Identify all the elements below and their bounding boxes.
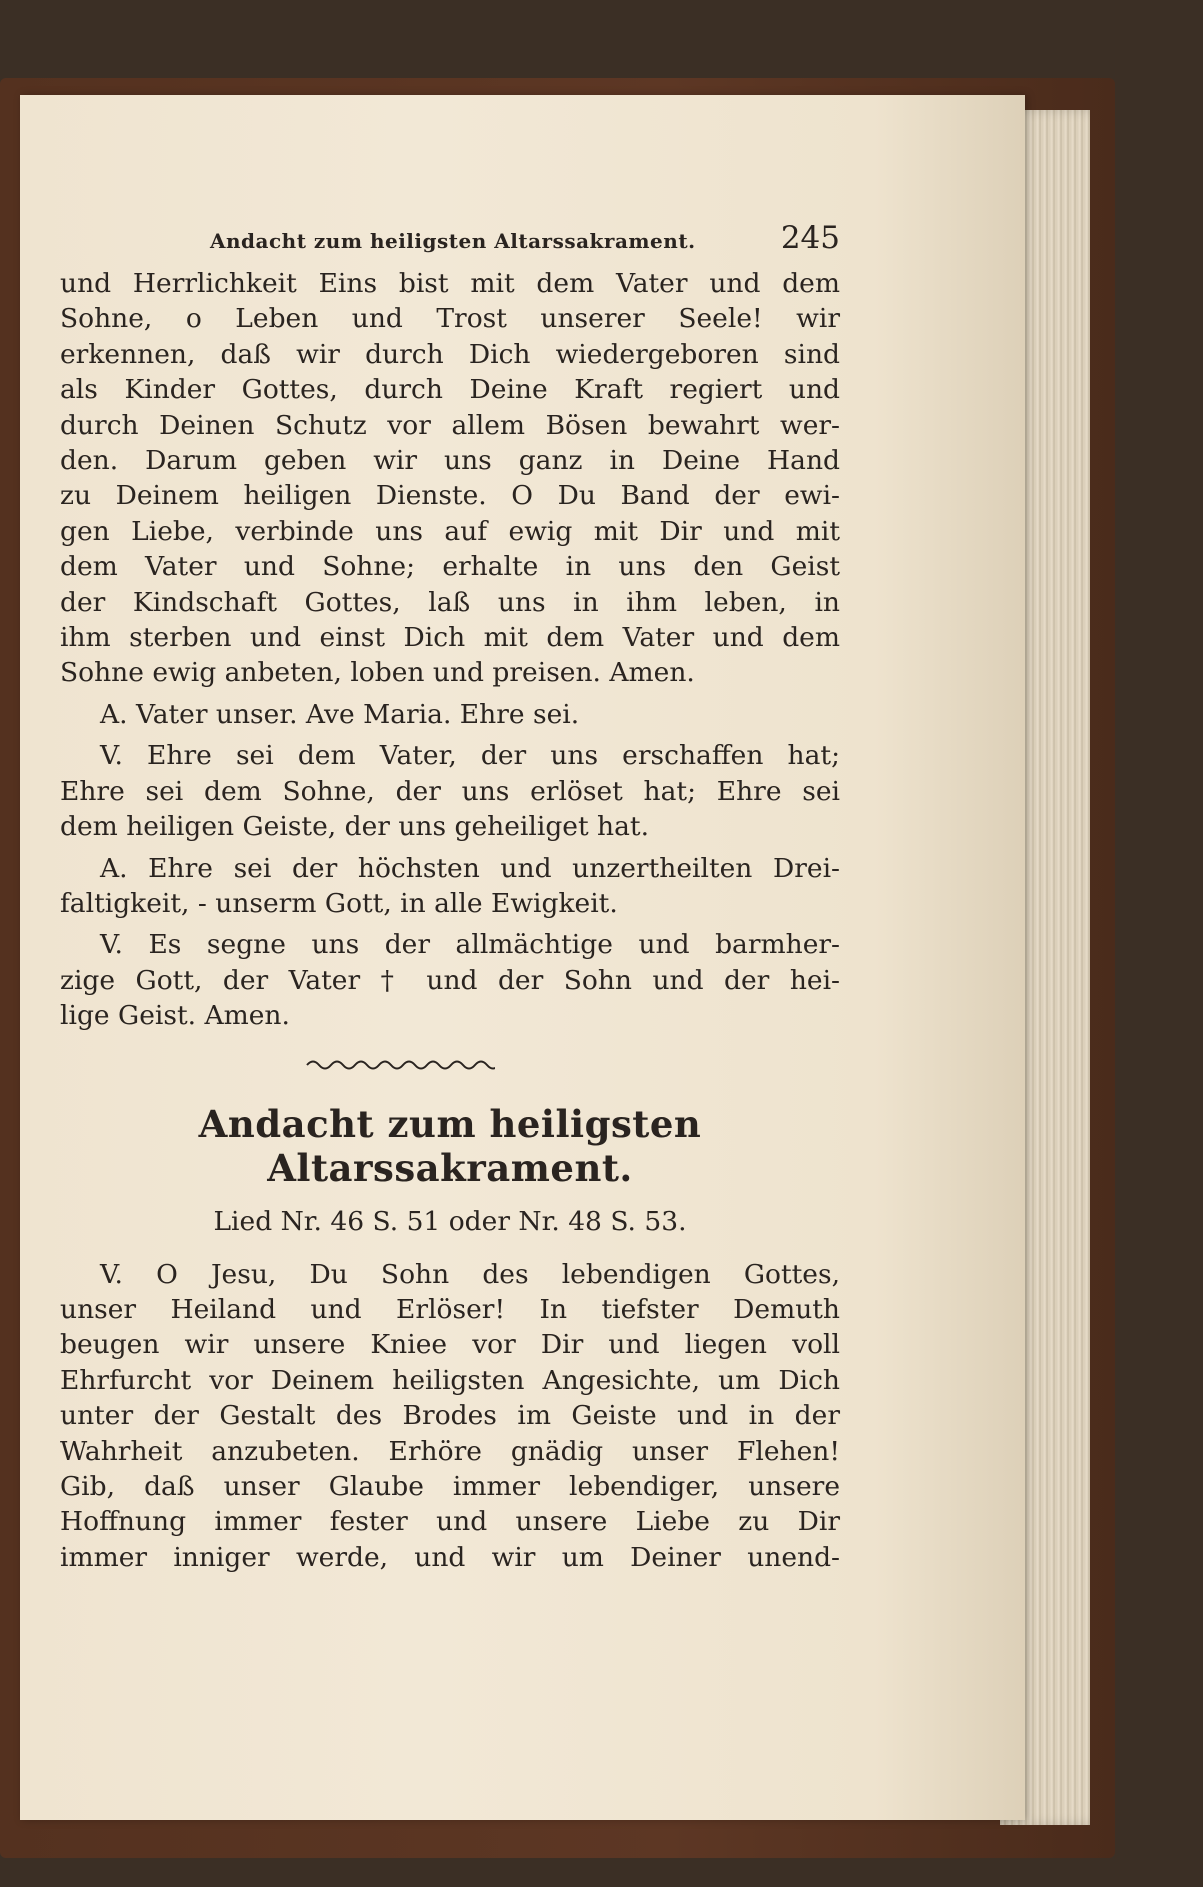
prayer-continuation: [60, 266, 840, 1034]
text-line: durch Deinen Schutz vor allem Bösen bewahrt wer-: [60, 409, 840, 441]
blessing-line: V. Es segne uns der allmächtige und barmher-: [100, 929, 840, 961]
running-head: Andacht zum heiligsten Altarssakrament.: [210, 229, 696, 253]
blessing-line: zige Gott, der Vater † und der Sohn und der hei-: [60, 964, 840, 996]
page-text: [60, 220, 840, 1575]
section-title: Andacht zum heiligsten Altarssakrament.: [198, 1101, 702, 1190]
text-line: unser Heiland und Erlöser! In tiefster Demuth: [60, 1293, 840, 1325]
text-line: und Herrlichkeit Eins bist mit dem Vater und dem: [60, 268, 840, 299]
text-line: beugen wir unsere Kniee vor Dir und liegen voll: [60, 1329, 840, 1361]
text-line: Gib, daß unser Glaube immer lebendiger, unsere: [60, 1470, 840, 1502]
text-line: Sohne, o Leben und Trost unserer Seele! wir: [60, 303, 840, 335]
versicle-line: V. Ehre sei dem Vater, der uns erschaffen hat;: [100, 740, 840, 772]
text-line: Ehrfurcht vor Deinem heiligsten Angesichte, um Dich: [60, 1364, 840, 1396]
text-line: V. O Jesu, Du Sohn des lebendigen Gottes,: [100, 1258, 840, 1290]
response-line: faltigkeit, - unserm Gott, in alle Ewigkeit.: [60, 887, 618, 919]
prayer-text: [60, 1257, 840, 1576]
text-line: Hoffnung immer fester und unsere Liebe zu Dir: [60, 1506, 840, 1538]
versicle-line: dem heiligen Geiste, der uns geheiliget hat.: [60, 811, 649, 843]
response-line: A. Vater unser. Ave Maria. Ehre sei.: [100, 698, 580, 730]
page-number: 245: [780, 220, 840, 256]
text-line: unter der Gestalt des Brodes im Geiste und in der: [60, 1400, 840, 1432]
text-line: als Kinder Gottes, durch Deine Kraft regiert und: [60, 374, 840, 406]
text-line: zu Deinem heiligen Dienste. O Du Band der ewi-: [60, 480, 840, 512]
blessing-line: lige Geist. Amen.: [60, 1000, 290, 1032]
ornament-divider: [305, 1056, 495, 1074]
text-line: dem Vater und Sohne; erhalte in uns den Geist: [60, 551, 840, 583]
text-line: immer inniger werde, und wir um Deiner unend-: [60, 1541, 840, 1573]
versicle-line: Ehre sei dem Sohne, der uns erlöset hat; Ehre sei: [60, 775, 840, 807]
page-header: [210, 220, 840, 256]
hymn-reference: Lied Nr. 46 S. 51 oder Nr. 48 S. 53.: [213, 1205, 687, 1237]
text-line: erkennen, daß wir durch Dich wiedergeboren sind: [60, 338, 840, 370]
text-line: ihm sterben und einst Dich mit dem Vater und dem: [60, 622, 840, 654]
response-line: A. Ehre sei der höchsten und unzertheilten Drei-: [100, 852, 840, 884]
text-line: gen Liebe, verbinde uns auf ewig mit Dir und mit: [60, 515, 840, 547]
text-line: Wahrheit anzubeten. Erhöre gnädig unser Flehen!: [60, 1435, 840, 1467]
text-line: Sohne ewig anbeten, loben und preisen. Amen.: [60, 657, 695, 689]
text-line: den. Darum geben wir uns ganz in Deine Hand: [60, 445, 840, 477]
text-line: der Kindschaft Gottes, laß uns in ihm leben, in: [60, 586, 840, 618]
